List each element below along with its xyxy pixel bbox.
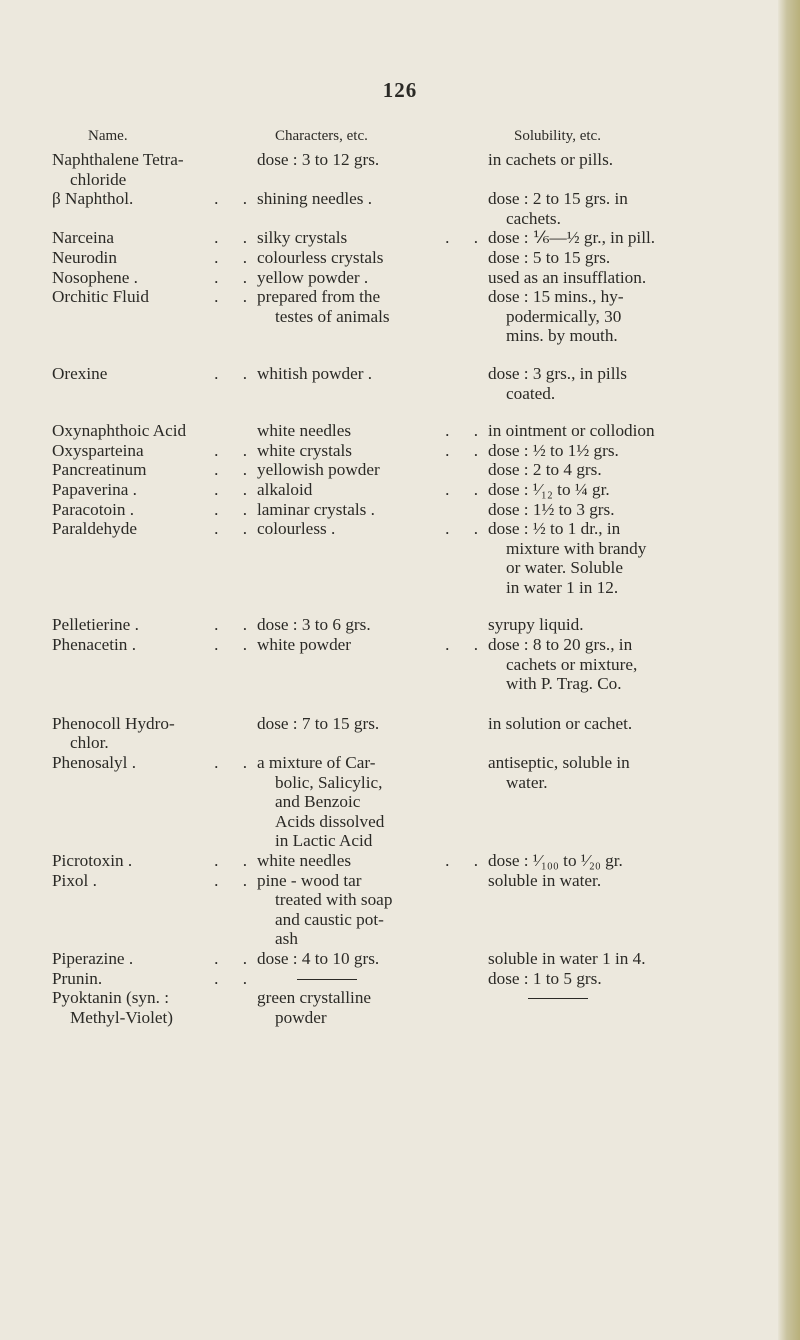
entry-solubility-line: dose : 2 to 15 grs. in	[488, 189, 628, 209]
entry-characters-line: ash	[275, 929, 298, 949]
entry-solubility-line: dose : 2 to 4 grs.	[488, 460, 602, 480]
entry-name-text: Paracotoin .	[52, 499, 135, 519]
entry-solubility-line: syrupy liquid.	[488, 615, 584, 635]
entry-characters	[257, 268, 488, 288]
leader-dots: . .	[214, 363, 257, 383]
entry-name-text: Orexine	[52, 363, 108, 383]
leader-dots: . .	[445, 228, 488, 248]
table-row	[52, 714, 777, 753]
table-row	[52, 500, 777, 520]
entry-characters	[257, 635, 488, 655]
entry-solubility	[488, 150, 777, 170]
entry-solubility-line: mins. by mouth.	[506, 326, 618, 346]
entry-name	[52, 189, 257, 209]
page-number: 126	[382, 78, 418, 102]
entry-characters	[257, 248, 488, 268]
entry-name-line	[52, 441, 257, 461]
entry-characters-line: dose : 4 to 10 grs.	[257, 948, 380, 968]
entry-solubility-line: dose : 1½ to 3 grs.	[488, 499, 615, 519]
table-row	[52, 248, 777, 268]
leader-dots: . .	[214, 267, 257, 287]
entry-solubility-line: mixture with brandy	[506, 538, 647, 558]
header-solubility: Solubility, etc.	[514, 128, 601, 144]
entry-solubility-line: in cachets or pills.	[488, 150, 614, 169]
leader-dots: . .	[214, 247, 257, 267]
entry-characters-line: prepared from the	[257, 287, 381, 307]
leader-dots: . .	[214, 479, 257, 499]
entry-name	[52, 851, 257, 871]
table-row	[52, 364, 777, 403]
entry-characters-line: yellow powder .	[257, 267, 369, 287]
entry-characters-line: bolic, Salicylic,	[275, 772, 383, 792]
entry-characters-line: Acids dissolved	[275, 811, 385, 831]
entry-name-line	[52, 228, 257, 248]
entry-solubility-line: dose : 5 to 15 grs.	[488, 247, 611, 267]
entry-characters	[257, 441, 488, 461]
entry-name-line	[52, 460, 257, 480]
entry-characters-line	[257, 635, 488, 655]
entry-characters	[257, 714, 488, 734]
entry-characters-line	[257, 421, 488, 441]
entry-name-line: Pyoktanin (syn. :	[52, 988, 169, 1008]
leader-dots: . .	[214, 440, 257, 460]
entry-solubility	[488, 268, 777, 288]
entry-characters-text: colourless .	[257, 519, 336, 539]
entry-solubility	[488, 248, 777, 268]
entry-name-text: Papaverina .	[52, 479, 137, 499]
entry-solubility	[488, 189, 777, 228]
entry-solubility-line: in solution or cachet.	[488, 713, 633, 733]
entry-name-line: Naphthalene Tetra-	[52, 150, 184, 169]
entry-characters-line: whitish powder .	[257, 363, 373, 383]
entry-characters-line: shining needles .	[257, 189, 373, 209]
entry-characters-line: laminar crystals .	[257, 499, 375, 519]
entry-solubility	[488, 421, 777, 441]
entry-name	[52, 988, 257, 1027]
entry-characters-line	[257, 519, 488, 539]
entry-characters-line	[257, 228, 488, 248]
entry-name-text: Paraldehyde	[52, 519, 137, 539]
entry-characters-line: powder	[275, 1007, 327, 1027]
entry-solubility-line: or water. Soluble	[506, 558, 623, 578]
leader-dots: . .	[214, 968, 257, 988]
entry-characters-line: dose : 3 to 12 grs.	[257, 150, 380, 169]
entry-solubility	[488, 364, 777, 403]
entry-name-line: chlor.	[70, 733, 109, 753]
entry-solubility-line: dose : 3 grs., in pills	[488, 363, 627, 383]
entry-solubility	[488, 714, 777, 734]
entry-characters-line: and caustic pot-	[275, 909, 384, 929]
entry-characters-line: yellowish powder	[257, 460, 380, 480]
entry-solubility	[488, 228, 777, 248]
entry-solubility-line: soluble in water 1 in 4.	[488, 948, 646, 968]
entry-solubility-line: water.	[506, 772, 548, 792]
entry-characters-line: treated with soap	[275, 890, 393, 910]
entry-solubility-line: coated.	[506, 383, 556, 403]
entry-name	[52, 519, 257, 539]
leader-dots: . .	[214, 870, 257, 890]
entry-characters-text: silky crystals	[257, 228, 348, 248]
entry-name-text: Narceina	[52, 228, 115, 248]
entry-solubility	[488, 851, 777, 871]
entry-solubility-line: cachets.	[506, 208, 561, 228]
header-characters: Characters, etc.	[275, 128, 368, 144]
entry-name	[52, 268, 257, 288]
entry-name	[52, 480, 257, 500]
table-row	[52, 988, 777, 1027]
table-row	[52, 753, 777, 851]
table-row	[52, 969, 777, 989]
entry-name-line	[52, 268, 257, 288]
entry-name	[52, 287, 257, 307]
entry-characters	[257, 189, 488, 209]
leader-dots: . .	[214, 948, 257, 968]
entry-name-line	[52, 500, 257, 520]
table-row	[52, 460, 777, 480]
leader-dots: . .	[445, 635, 488, 655]
table-row	[52, 287, 777, 346]
leader-dots: . .	[214, 499, 257, 519]
entry-characters	[257, 949, 488, 969]
entry-characters	[257, 753, 488, 851]
blank-dash	[297, 979, 357, 980]
entry-solubility	[488, 871, 777, 891]
entry-name-text: Phenosalyl .	[52, 753, 137, 773]
entry-characters-text: white needles	[257, 851, 352, 870]
entry-characters	[257, 615, 488, 635]
entry-name-line: Phenocoll Hydro-	[52, 713, 175, 733]
entry-characters	[257, 228, 488, 248]
entry-name	[52, 615, 257, 635]
table-row	[52, 228, 777, 248]
leader-dots: . .	[214, 851, 257, 870]
entry-name	[52, 753, 257, 773]
entry-name	[52, 460, 257, 480]
leader-dots: . .	[214, 519, 257, 539]
entry-characters-line: pine - wood tar	[257, 870, 362, 890]
entry-characters-line	[257, 441, 488, 461]
leader-dots: . .	[214, 287, 257, 307]
entry-characters	[257, 500, 488, 520]
table-row	[52, 441, 777, 461]
leader-dots: . .	[214, 753, 257, 773]
entry-solubility	[488, 500, 777, 520]
table-row	[52, 851, 777, 871]
entry-name-line	[52, 969, 257, 989]
entry-solubility	[488, 988, 777, 999]
entry-name-text: Prunin.	[52, 968, 103, 988]
entry-name-line: Methyl-Violet)	[70, 1007, 174, 1027]
table-row	[52, 949, 777, 969]
entry-name	[52, 421, 257, 441]
leader-dots: . .	[214, 228, 257, 248]
entry-name-text: β Naphthol.	[52, 189, 134, 209]
entry-solubility-line: with P. Trag. Co.	[506, 674, 622, 694]
entry-name-text: Pelletierine .	[52, 615, 139, 635]
entry-characters	[257, 480, 488, 500]
entry-characters	[257, 150, 488, 170]
entry-name	[52, 364, 257, 384]
entry-name	[52, 871, 257, 891]
entry-name	[52, 949, 257, 969]
leader-dots: . .	[445, 519, 488, 539]
entry-solubility-line: cachets or mixture,	[506, 654, 638, 674]
entry-name	[52, 441, 257, 461]
entry-solubility-line: in water 1 in 12.	[506, 577, 619, 597]
entry-solubility	[488, 949, 777, 969]
entry-solubility	[488, 441, 777, 461]
entry-solubility-line: podermically, 30	[506, 306, 622, 326]
leader-dots: . .	[445, 479, 488, 499]
entry-characters	[257, 969, 488, 980]
entry-name	[52, 714, 257, 753]
leader-dots: . .	[445, 421, 488, 441]
table-row	[52, 150, 777, 189]
entry-name	[52, 150, 257, 189]
entry-solubility	[488, 969, 777, 989]
entry-characters-line	[257, 851, 488, 871]
entry-characters-text: white powder	[257, 635, 352, 655]
entry-characters-line: and Benzoic	[275, 792, 361, 812]
entry-solubility-line: dose : 1 to 5 grs.	[488, 968, 602, 988]
entry-characters-line: in Lactic Acid	[275, 831, 373, 851]
entry-name-line	[52, 364, 257, 384]
entry-name-line	[52, 615, 257, 635]
entry-characters	[257, 460, 488, 480]
entry-solubility	[488, 287, 777, 346]
entry-characters-line: colourless crystals	[257, 247, 384, 267]
entry-name	[52, 635, 257, 655]
entries-table	[52, 150, 777, 1027]
entry-characters	[257, 988, 488, 1027]
entry-characters	[257, 871, 488, 949]
entry-solubility-line: dose : 8 to 20 grs., in	[488, 635, 633, 655]
entry-characters	[257, 287, 488, 326]
entry-characters	[257, 364, 488, 384]
leader-dots: . .	[445, 440, 488, 460]
entry-characters-text: white crystals	[257, 440, 352, 460]
leader-dots: . .	[214, 460, 257, 480]
entry-name-line	[52, 753, 257, 773]
entry-name-text: Picrotoxin .	[52, 851, 133, 870]
table-row	[52, 871, 777, 949]
entry-solubility	[488, 460, 777, 480]
table-row	[52, 268, 777, 288]
entry-characters-text: white needles	[257, 421, 352, 441]
entry-name-line	[52, 480, 257, 500]
table-row	[52, 421, 777, 441]
entry-characters	[257, 851, 488, 871]
table-row	[52, 480, 777, 500]
entry-name-line	[52, 287, 257, 307]
entry-solubility-line: in ointment or collodion	[488, 421, 655, 441]
entry-characters	[257, 421, 488, 441]
entry-name	[52, 248, 257, 268]
entry-solubility-line: antiseptic, soluble in	[488, 753, 630, 773]
entry-name	[52, 228, 257, 248]
entry-solubility	[488, 753, 777, 792]
entry-name-text: Piperazine .	[52, 948, 134, 968]
entry-name	[52, 969, 257, 989]
entry-name-text: Pancreatinum	[52, 460, 147, 480]
entry-solubility-line: soluble in water.	[488, 870, 602, 890]
leader-dots: . .	[214, 635, 257, 655]
entry-solubility	[488, 519, 777, 597]
entry-name-line	[52, 635, 257, 655]
entry-solubility	[488, 635, 777, 694]
entry-solubility-line: dose : ¹⁄₁₀₀ to ¹⁄₂₀ gr.	[488, 851, 623, 870]
entry-name-line	[52, 519, 257, 539]
entry-characters	[257, 519, 488, 539]
entry-name-line	[52, 949, 257, 969]
table-row	[52, 519, 777, 597]
entry-characters-line: dose : 3 to 6 grs.	[257, 615, 371, 635]
entry-name-line	[52, 851, 257, 871]
entry-solubility-line: used as an insufflation.	[488, 267, 647, 287]
blank-dash	[528, 998, 588, 999]
leader-dots: . .	[445, 851, 488, 870]
entry-solubility-line: dose : ¹⁄₁₂ to ¼ gr.	[488, 479, 610, 499]
entry-name-text: Neurodin	[52, 247, 117, 267]
table-row	[52, 615, 777, 635]
entry-characters-line: testes of animals	[275, 306, 390, 326]
entry-characters-line: a mixture of Car-	[257, 753, 376, 773]
entry-solubility-line: dose : ½ to 1 dr., in	[488, 519, 621, 539]
entry-solubility-line: dose : 15 mins., hy-	[488, 287, 624, 307]
entry-characters-line	[257, 480, 488, 500]
entry-name-line	[52, 189, 257, 209]
entry-solubility-line: dose : ⅙—½ gr., in pill.	[488, 228, 656, 248]
table-row	[52, 635, 777, 694]
header-name: Name.	[88, 128, 128, 144]
entry-name-text: Nosophene .	[52, 267, 138, 287]
entry-name-text: Oxysparteina	[52, 440, 144, 460]
entry-name-text: Orchitic Fluid	[52, 287, 149, 307]
page-edge	[778, 0, 800, 1340]
entry-name-line	[52, 248, 257, 268]
entry-characters-line: green crystalline	[257, 988, 372, 1008]
leader-dots: . .	[214, 189, 257, 209]
entry-name-line	[52, 871, 257, 891]
entry-name-line: Oxynaphthoic Acid	[52, 421, 187, 441]
entry-name-text: Phenacetin .	[52, 635, 136, 655]
entry-characters-text: alkaloid	[257, 479, 313, 499]
entry-solubility	[488, 615, 777, 635]
entry-solubility	[488, 480, 777, 500]
table-row	[52, 189, 777, 228]
entry-name	[52, 500, 257, 520]
entry-name-text: Pixol .	[52, 870, 97, 890]
entry-characters-line: dose : 7 to 15 grs.	[257, 713, 380, 733]
entry-name-line: chloride	[70, 169, 127, 189]
entry-solubility-line: dose : ½ to 1½ grs.	[488, 440, 619, 460]
leader-dots: . .	[214, 615, 257, 635]
